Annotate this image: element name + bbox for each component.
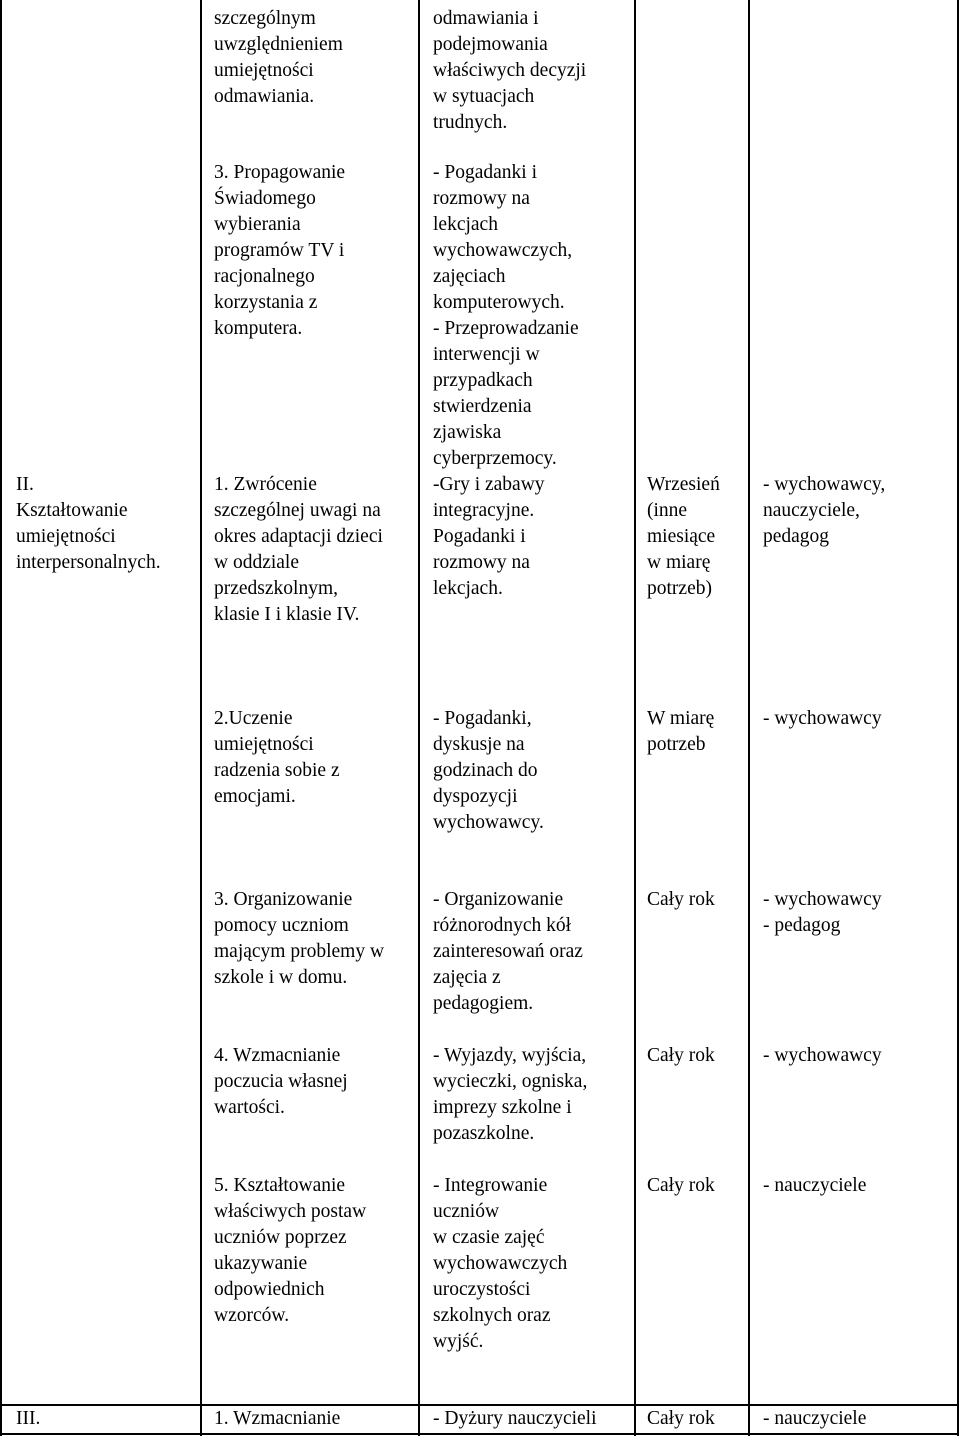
method-cell: - Pogadanki i rozmowy na lekcjach wychowawczych, zajęciach komputerowych. - Przeprowadzanie interwencji w przypadkach stwierdzenia zjawiska cyberprzemocy. <box>433 162 579 469</box>
column-divider <box>748 0 750 1436</box>
method-cell: - Integrowanie uczniów w czasie zajęć wychowawczych uroczystości szkolnych oraz wyjść. <box>433 1175 568 1352</box>
term-cell: Cały rok <box>647 889 715 910</box>
method-cell: - Wyjazdy, wyjścia, wycieczki, ogniska, imprezy szkolne i pozaszkolne. <box>433 1045 588 1144</box>
table-border-bottom <box>0 1433 959 1435</box>
responsible-cell: - wychowawcy - pedagog <box>763 889 882 936</box>
responsible-cell: - nauczyciele <box>763 1408 867 1429</box>
term-cell: Cały rok <box>647 1045 715 1066</box>
method-cell: -Gry i zabawy integracyjne. Pogadanki i rozmowy na lekcjach. <box>433 474 545 599</box>
term-cell: Cały rok <box>647 1408 715 1429</box>
responsible-cell: - wychowawcy <box>763 708 882 729</box>
column-divider <box>418 0 420 1436</box>
column-divider <box>634 0 636 1436</box>
responsible-cell: - wychowawcy <box>763 1045 882 1066</box>
method-cell: - Organizowanie różnorodnych kół zainteresowań oraz zajęcia z pedagogiem. <box>433 889 583 1014</box>
responsible-cell: - wychowawcy, nauczyciele, pedagog <box>763 474 886 547</box>
area-cell-section-2: II. Kształtowanie umiejętności interpersonalnych. <box>16 474 161 573</box>
goal-cell: 1. Zwrócenie szczególnej uwagi na okres adaptacji dzieci w oddziale przedszkolnym, klasie I i klasie IV. <box>214 474 383 625</box>
goal-cell: 4. Wzmacnianie poczucia własnej wartości. <box>214 1045 348 1118</box>
table-border-left <box>0 0 2 1436</box>
goal-cell-continued: szczególnym uwzględnieniem umiejętności odmawiania. <box>214 8 343 107</box>
table-border-right <box>957 0 959 1436</box>
method-cell: - Pogadanki, dyskusje na godzinach do dyspozycji wychowawcy. <box>433 708 544 833</box>
goal-cell: 3. Propagowanie Świadomego wybierania programów TV i racjonalnego korzystania z komputera. <box>214 162 346 339</box>
term-cell: Wrzesień (inne miesiące w miarę potrzeb) <box>647 474 720 599</box>
column-divider <box>200 0 202 1436</box>
method-cell-continued: odmawiania i podejmowania właściwych decyzji w sytuacjach trudnych. <box>433 8 587 133</box>
goal-cell: 3. Organizowanie pomocy uczniom mającym problemy w szkole i w domu. <box>214 889 385 988</box>
goal-cell: 5. Kształtowanie właściwych postaw uczniów poprzez ukazywanie odpowiednich wzorców. <box>214 1175 367 1326</box>
goal-cell: 1. Wzmacnianie <box>214 1408 341 1429</box>
term-cell: Cały rok <box>647 1175 715 1196</box>
method-cell: - Dyżury nauczycieli <box>433 1408 597 1429</box>
responsible-cell: - nauczyciele <box>763 1175 867 1196</box>
goal-cell: 2.Uczenie umiejętności radzenia sobie z emocjami. <box>214 708 340 807</box>
term-cell: W miarę potrzeb <box>647 708 715 755</box>
area-cell-section-3: III. <box>16 1408 41 1429</box>
